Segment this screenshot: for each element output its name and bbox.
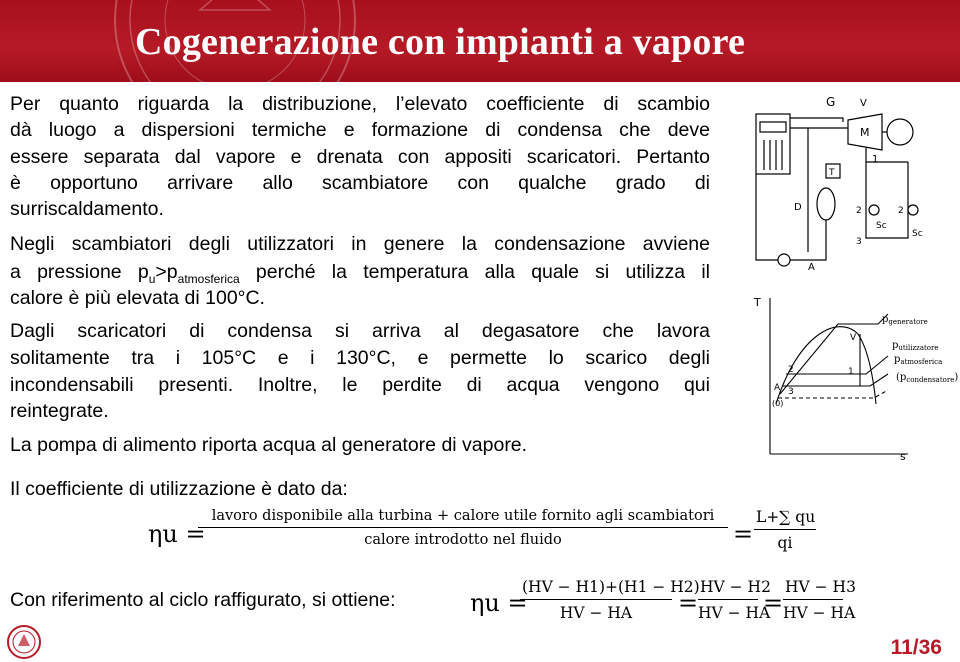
label-Sc-b: Sc: [912, 229, 923, 239]
fraction-main: [198, 508, 728, 548]
text-fragment: a pressione p: [10, 261, 149, 283]
label-V: V: [850, 333, 857, 343]
text-line: essere separata dal vapore e drenata con appositi scaricatori. Pertanto: [10, 146, 710, 168]
fraction-numerator: HV − H2: [698, 578, 758, 600]
equals-sign: =: [733, 520, 754, 548]
page-number: 11/36: [890, 636, 942, 659]
fraction-numerator: HV − H3: [783, 578, 843, 600]
label-2a: 2: [856, 206, 862, 216]
isobar-condenser: [778, 390, 888, 398]
label-1: 1: [848, 367, 854, 377]
legend-p-atmosferica: $p_{atmosferica}$: [894, 354, 943, 366]
text-line: calore è più elevata di 100°C.: [10, 287, 265, 309]
slide-title: Cogenerazione con impianti a vapore: [135, 21, 746, 63]
university-logo-icon: [6, 624, 42, 660]
pump-shape: [778, 254, 790, 266]
text-line: surriscaldamento.: [10, 198, 164, 220]
text-fragment: >p: [155, 261, 178, 283]
text-line: incondensabili presenti. Inoltre, le perdite di acqua vengono qui: [10, 374, 710, 396]
equals-sign: =: [763, 589, 784, 617]
subscript-u: u: [148, 272, 156, 286]
legend-p-generatore: $p_{generatore}$: [882, 314, 928, 326]
fraction-3: [783, 578, 856, 622]
label-V: V: [860, 98, 867, 109]
exchanger-a: [869, 205, 879, 215]
text-fragment: perché la temperatura alla quale si utilizza il: [239, 261, 710, 283]
exchanger-b: [908, 205, 918, 215]
fraction-2: [698, 578, 771, 622]
fraction-numerator: lavoro disponibile alla turbina + calore utile fornito agli scambiatori: [198, 508, 728, 528]
label-3: 3: [788, 387, 794, 397]
text-line: Per quanto riguarda la distribuzione, l’elevato coefficiente di scambio: [10, 93, 710, 115]
fraction-denominator: qi: [777, 534, 793, 552]
formula-lhs: ηu =: [470, 589, 528, 617]
fraction-compact: [754, 508, 816, 552]
label-T: T: [829, 168, 835, 178]
fraction-numerator: (HV − H1)+(H1 − H2): [520, 578, 672, 600]
label-A: A: [808, 262, 815, 273]
legend-p-condensatore: $(p_{condensatore})$: [896, 372, 959, 384]
label-0: (0): [772, 399, 784, 408]
axis-t-label: T: [754, 296, 761, 309]
fraction-1: [520, 578, 700, 622]
label-D: D: [794, 202, 802, 213]
fraction-denominator: HV − HA: [783, 604, 856, 622]
paragraph-pump: La pompa di alimento riporta acqua al generatore di vapore.: [10, 434, 528, 456]
title-bar: [0, 0, 960, 82]
label-M: M: [860, 126, 870, 139]
paragraph-coefficient: Il coefficiente di utilizzazione è dato da:: [10, 478, 348, 500]
text-line: Negli scambiatori degli utilizzatori in genere la condensazione avviene: [10, 233, 710, 255]
label-2: 2: [788, 365, 794, 375]
label-Sc-a: Sc: [876, 221, 887, 231]
text-line: dà luogo a dispersioni termiche e formazione di condensa che deve: [10, 119, 710, 141]
label-3: 3: [856, 237, 862, 247]
subscript-atmosferica: atmosferica: [177, 272, 240, 286]
axis-s-label: s: [900, 450, 906, 463]
fraction-numerator: L+∑ qu: [754, 508, 816, 530]
label-G: G: [826, 95, 836, 109]
legend-p-utilizzatore: $p_{utilizzatore}$: [892, 340, 939, 352]
boiler-shape: [756, 114, 790, 174]
text-line: è opportuno arrivare allo scambiatore con qualche grado di: [10, 172, 710, 194]
text-line: reintegrate.: [10, 400, 109, 422]
label-2b: 2: [898, 206, 904, 216]
fraction-denominator: HV − HA: [559, 604, 633, 622]
text-line: solitamente tra i 105°C e i 130°C, e permette lo scarico degli: [10, 347, 710, 369]
generator-circle: [887, 119, 913, 145]
text-line: Dagli scaricatori di condensa si arriva al degasatore che lavora: [10, 320, 710, 342]
plant-schematic-diagram: [748, 92, 952, 278]
equals-sign: =: [678, 589, 699, 617]
isobar-generator: [780, 314, 888, 394]
fraction-denominator: HV − HA: [698, 604, 771, 622]
paragraph-cycle: Con riferimento al ciclo raffigurato, si ottiene:: [10, 589, 396, 611]
formula-lhs: ηu =: [148, 520, 206, 548]
degasser-shape: [817, 188, 835, 220]
isobar-user: [786, 356, 888, 374]
label-1: 1: [872, 154, 879, 165]
label-A: A: [774, 383, 781, 393]
fraction-denominator: calore introdotto nel fluido: [364, 532, 562, 548]
ts-diagram: [748, 294, 960, 464]
boiler-burner: [760, 122, 786, 132]
